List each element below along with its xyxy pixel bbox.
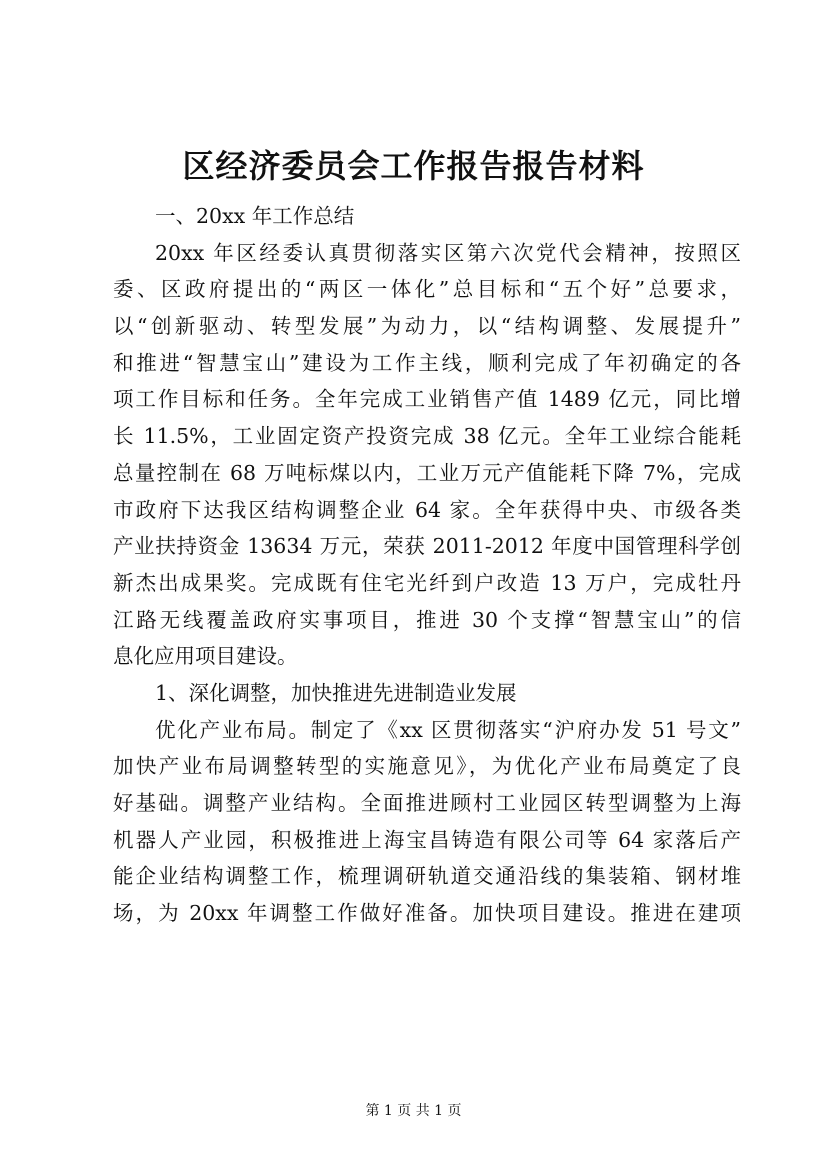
body-line: 市政府下达我区结构调整企业 64 家。全年获得中央、市级各类 [113,497,741,522]
body-line: 能企业结构调整工作，梳理调研轨道交通沿线的集装箱、钢材堆 [113,864,741,889]
body-line: 一、20xx 年工作总结 [155,204,355,228]
body-line: 产业扶持资金 13634 万元，荣获 2011-2012 年度中国管理科学创 [113,534,741,559]
body-line: 江路无线覆盖政府实事项目，推进 30 个支撑“智慧宝山”的信 [113,607,741,632]
body-line: 委、区政府提出的“两区一体化”总目标和“五个好”总要求， [113,277,741,302]
body-line: 息化应用项目建设。 [113,644,298,669]
body-line: 优化产业布局。制定了《xx 区贯彻落实“沪府办发 51 号文” [155,717,741,742]
body-line: 和推进“智慧宝山”建设为工作主线，顺利完成了年初确定的各 [113,350,741,375]
body-line: 场，为 20xx 年调整工作做好准备。加快项目建设。推进在建项 [113,901,741,926]
body-line: 以“创新驱动、转型发展”为动力，以“结构调整、发展提升” [113,314,741,339]
body-line: 项工作目标和任务。全年完成工业销售产值 1489 亿元，同比增 [113,387,741,412]
document-body [113,198,741,932]
body-line: 机器人产业园，积极推进上海宝昌铸造有限公司等 64 家落后产 [113,827,741,852]
page-footer: 第 1 页 共 1 页 [365,1103,462,1119]
body-line: 加快产业布局调整转型的实施意见》，为优化产业布局奠定了良 [113,754,741,779]
body-line: 总量控制在 68 万吨标煤以内，工业万元产值能耗下降 7%，完成 [113,460,741,485]
body-line: 好基础。调整产业结构。全面推进顾村工业园区转型调整为上海 [113,791,741,815]
document-title: 区经济委员会工作报告报告材料 [182,147,645,185]
body-line: 1、深化调整，加快推进先进制造业发展 [155,680,517,705]
body-line: 20xx 年区经委认真贯彻落实区第六次党代会精神，按照区 [155,240,741,265]
body-line: 新杰出成果奖。完成既有住宅光纤到户改造 13 万户，完成牡丹 [113,570,741,595]
body-line: 长 11.5%，工业固定资产投资完成 38 亿元。全年工业综合能耗 [113,424,741,449]
